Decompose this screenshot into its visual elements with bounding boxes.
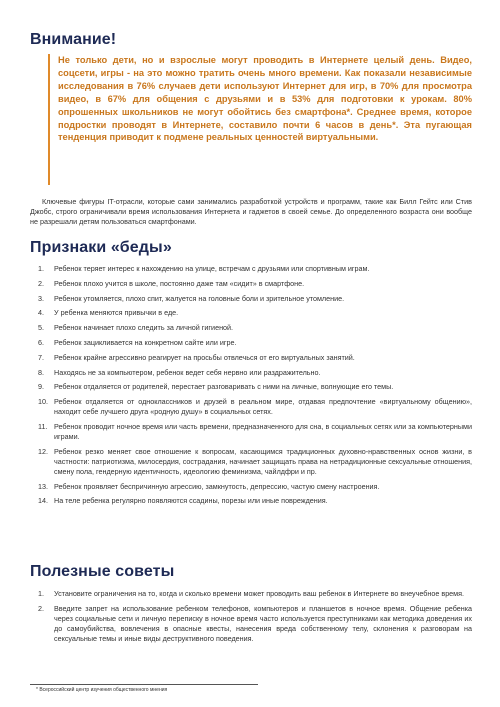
list-item [30,422,472,442]
list-item [30,382,472,392]
list-item [30,338,472,348]
list-item [30,294,472,304]
list-item [30,496,472,506]
list-item-number: 7. [38,352,44,362]
list-item-number: 9. [38,382,44,392]
list-item-text: Установите ограничения на то, когда и сколько времени может проводить ваш ребенок в Интернете во внеучебное время. [54,589,465,598]
list-item-number: 1. [38,589,44,598]
signs-list [30,264,472,511]
list-item [30,589,472,599]
list-item-text: Ребенок плохо учится в школе, постоянно даже там «сидит» в смартфоне. [54,278,305,288]
list-item [30,353,472,363]
list-item [30,368,472,378]
footnote-divider [30,684,258,685]
callout-text: Не только дети, но и взрослые могут проводить в Интернете целый день. Видео, соцсети, игры - на это можно тратить очень много времени. Как показали независимые исследования в 76% случаев дети используют Интернет для игр, в 70% для просмотра видео, в 67% для общения с друзьями и в 53% для подготовки к урокам. 80% опрошенных школьников не могут обойтись без смартфона*. Среднее время, которое подростки проводят в Интернете, составило почти 6 часов в день*. Эта пугающая тенденция приводит к подмене реальных ценностей виртуальными. [58,55,472,143]
list-item-text: Ребенок зацикливается на конкретном сайте или игре. [54,337,237,347]
list-item-number: 6. [38,337,44,347]
list-item [30,397,472,417]
list-item-text: Ребенок начинает плохо следить за личной гигиеной. [54,323,234,333]
list-item [30,482,472,492]
list-item-text: Введите запрет на использование ребенком телефонов, компьютеров и планшетов в ночное время. Общение ребенка через социальные сети и личную переписку в ночное время часто используется преступниками как методика доведения их до самоубийства, вовлечения в опасные квесты, нанесения вреда собственному телу, склонения к разговорам на сексуальные темы и иные виды деструктивного поведения. [54,604,472,643]
list-item-number: 2. [38,604,44,613]
list-item [30,447,472,477]
list-item-text: Ребенок отдаляется от одноклассников и друзей в реальном мире, отдавая предпочтение «виртуальному общению», находит себе лучшего друга «родную душу» в социальных сетях. [54,397,472,417]
list-item-text: Ребенок крайне агрессивно реагирует на просьбы отвлечься от его виртуальных занятий. [54,352,355,362]
list-item-text: У ребенка меняются привычки в еде. [54,308,179,318]
list-item [30,264,472,274]
attention-heading: Внимание! [30,31,117,48]
list-item-text: Ребенок проводит ночное время или часть времени, предназначенного для сна, в социальных сетях или за компьютерными играми. [54,421,472,441]
list-item-text: На теле ребенка регулярно появляются ссадины, порезы или иные повреждения. [54,496,328,506]
list-item [30,279,472,289]
list-item-text: Находясь не за компьютером, ребенок ведет себя нервно или раздражительно. [54,367,321,377]
signs-heading: Признаки «беды» [30,239,172,256]
list-item [30,323,472,333]
tips-heading: Полезные советы [30,563,175,580]
list-item-number: 14. [38,496,48,506]
list-item-number: 10. [38,397,48,407]
list-item-number: 3. [38,293,44,303]
list-item-text: Ребенок проявляет беспричинную агрессию, замкнутость, депрессию, частую смену настроения. [54,481,380,491]
list-item-text: Ребенок теряет интерес к нахождению на улице, встречам с друзьями или спортивным играм. [54,264,370,273]
attention-callout [48,54,472,185]
list-item-number: 13. [38,481,48,491]
list-item-number: 2. [38,278,44,288]
list-item-number: 8. [38,367,44,377]
footnote: * Всероссийский центр изучения общественного мнения [36,687,168,693]
list-item-number: 1. [38,264,44,273]
list-item [30,308,472,318]
list-item-text: Ребенок утомляется, плохо спит, жалуется на головные боли и зрительное утомление. [54,293,345,303]
list-item-number: 4. [38,308,44,318]
tips-list [30,589,472,649]
list-item-text: Ребенок отдаляется от родителей, перестает разговаривать с ними на личные, волнующие его темы. [54,382,394,392]
list-item [30,604,472,644]
list-item-text: Ребенок резко меняет свое отношение к вопросам, касающимся традиционных духовно-нравственных основ жизни, в частности: патриотизма, милосердия, сострадания, начинает защищать права на нетрадиционные сексуальные отношения, смену пола, гендерную идентичность, идеологию феминизма, чайлдфри и пр. [54,446,472,476]
list-item-number: 12. [38,446,48,456]
list-item-number: 11. [38,421,48,431]
intro-paragraph: Ключевые фигуры IT-отрасли, которые сами занимались разработкой устройств и программ, такие как Билл Гейтс или Стив Джобс, строго ограничивали время использования Интернета и гаджетов в своей семье. До определенного возраста они вообще не разрешали детям пользоваться смартфонами. [30,197,472,226]
list-item-number: 5. [38,323,44,333]
